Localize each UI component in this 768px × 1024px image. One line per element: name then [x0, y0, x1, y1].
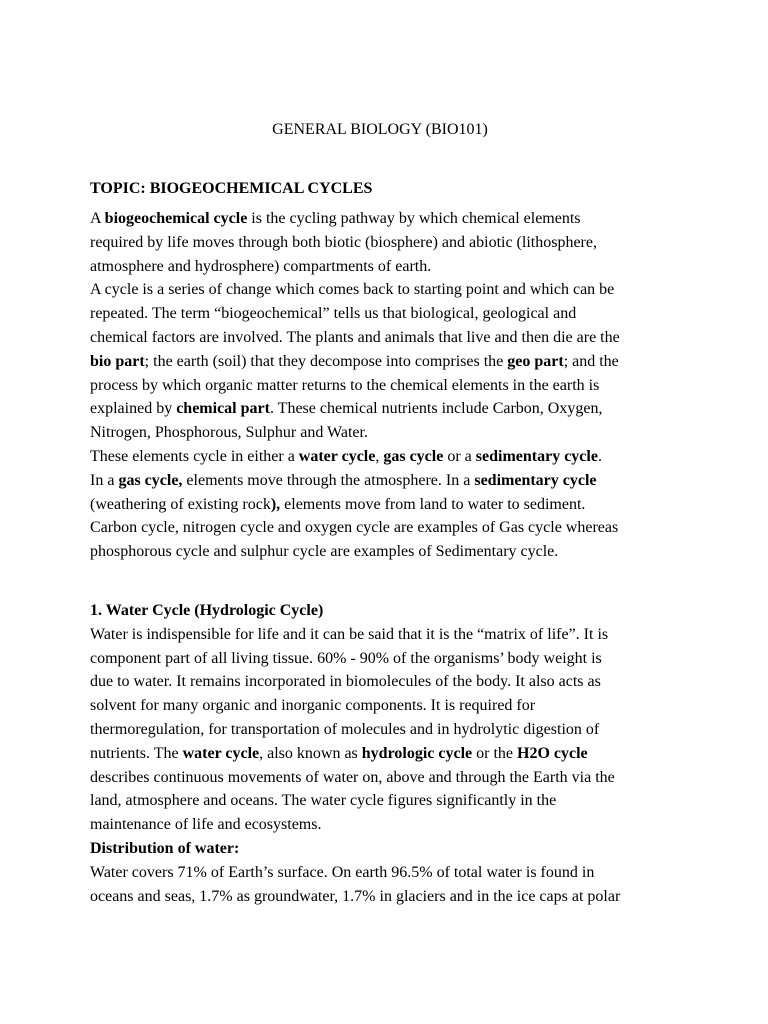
- bold-text: water cycle: [298, 447, 376, 465]
- bold-text: Distribution of water:: [90, 839, 240, 857]
- bold-text: sedimentary cycle: [475, 447, 598, 465]
- text-run: oceans and seas, 1.7% as groundwater, 1.7% in glaciers and in the ice caps at polar: [90, 887, 621, 905]
- text-run: required by life moves through both biotic (biosphere) and abiotic (lithosphere,: [90, 233, 597, 251]
- text-line: [90, 493, 680, 517]
- text-line: [90, 397, 680, 421]
- text-run: Water covers 71% of Earth’s surface. On earth 96.5% of total water is found in: [90, 863, 595, 881]
- text-line: [90, 231, 680, 255]
- text-line: [90, 599, 680, 623]
- text-run: elements move from land to water to sediment.: [280, 495, 586, 513]
- text-line: [90, 885, 680, 909]
- bold-text: 1. Water Cycle (Hydrologic Cycle): [90, 602, 324, 619]
- text-line: [90, 350, 680, 374]
- text-run: maintenance of life and ecosystems.: [90, 816, 322, 834]
- text-run: repeated. The term “biogeochemical” tells us that biological, geological and: [90, 305, 577, 323]
- bold-text: chemical part: [176, 400, 270, 418]
- text-line: [90, 694, 680, 718]
- text-run: ,: [375, 447, 384, 465]
- text-run: solvent for many organic and inorganic components. It is required for: [90, 697, 536, 715]
- text-run: A cycle is a series of change which comes back to starting point and which can be: [90, 281, 615, 299]
- text-run: phosphorous cycle and sulphur cycle are examples of Sedimentary cycle.: [90, 543, 559, 561]
- text-line: [90, 813, 680, 837]
- text-line: [90, 302, 680, 326]
- text-run: (weathering of existing rock: [90, 495, 271, 513]
- text-run: Nitrogen, Phosphorous, Sulphur and Water.: [90, 424, 368, 442]
- text-run: Water is indispensible for life and it can be said that it is the “matrix of life”. It is: [90, 625, 609, 643]
- topic-heading: TOPIC: BIOGEOCHEMICAL CYCLES: [90, 180, 373, 197]
- text-line: [90, 540, 680, 564]
- text-line: [90, 718, 680, 742]
- text-run: nutrients. The: [90, 744, 183, 762]
- bold-text: gas cycle,: [118, 471, 183, 489]
- text-run: component part of all living tissue. 60% - 90% of the organisms’ body weight is: [90, 649, 602, 667]
- text-line: [90, 861, 680, 885]
- text-run: These elements cycle in either a: [90, 447, 299, 465]
- text-run: thermoregulation, for transportation of molecules and in hydrolytic digestion of: [90, 720, 600, 738]
- document-title: GENERAL BIOLOGY (BIO101): [272, 121, 488, 138]
- text-run: or a: [443, 447, 476, 465]
- text-line: [90, 469, 680, 493]
- text-line: [90, 837, 680, 861]
- text-run: chemical factors are involved. The plants and animals that live and then die are the: [90, 328, 620, 346]
- text-run: or the: [472, 744, 518, 762]
- text-run: explained by: [90, 400, 177, 418]
- bold-text: H2O cycle: [517, 744, 588, 762]
- text-run: describes continuous movements of water on, above and through the Earth via the: [90, 768, 615, 786]
- text-run: ; and the: [563, 352, 619, 370]
- text-line: [90, 647, 680, 671]
- text-run: is the cycling pathway by which chemical elements: [247, 210, 581, 227]
- text-line: [90, 670, 680, 694]
- water-cycle-section: [90, 599, 680, 908]
- text-run: process by which organic matter returns to the chemical elements in the earth is: [90, 376, 600, 394]
- bold-text: ),: [270, 495, 281, 513]
- bold-text: gas cycle: [383, 447, 444, 465]
- text-line: [90, 789, 680, 813]
- text-run: due to water. It remains incorporated in biomolecules of the body. It also acts as: [90, 673, 601, 691]
- text-run: In a: [90, 471, 119, 489]
- text-run: . These chemical nutrients include Carbon, Oxygen,: [269, 400, 603, 418]
- text-run: , also known as: [259, 744, 362, 762]
- text-line: [90, 255, 680, 279]
- text-run: elements move through the atmosphere. In a: [182, 471, 475, 489]
- text-run: atmosphere and hydrosphere) compartments of earth.: [90, 257, 432, 275]
- text-line: [90, 326, 680, 350]
- text-line: [90, 742, 680, 766]
- text-line: [90, 766, 680, 790]
- bold-text: geo part: [507, 352, 564, 370]
- text-line: [90, 278, 680, 302]
- text-run: ; the earth (soil) that they decompose into comprises the: [144, 352, 508, 370]
- text-line: [90, 374, 680, 398]
- bold-text: biogeochemical cycle: [104, 210, 248, 227]
- text-line: [90, 445, 680, 469]
- text-run: Carbon cycle, nitrogen cycle and oxygen cycle are examples of Gas cycle whereas: [90, 519, 619, 537]
- bold-text: water cycle: [182, 744, 260, 762]
- intro-paragraphs: [90, 207, 680, 564]
- text-run: .: [597, 447, 602, 465]
- bold-text: bio part: [90, 352, 145, 370]
- text-line: [90, 516, 680, 540]
- bold-text: hydrologic cycle: [361, 744, 473, 762]
- text-run: land, atmosphere and oceans. The water cycle figures significantly in the: [90, 792, 557, 810]
- text-run: A: [90, 210, 105, 227]
- text-line: [90, 623, 680, 647]
- text-line: [90, 421, 680, 445]
- bold-text: sedimentary cycle: [474, 471, 597, 489]
- text-line: [90, 207, 680, 231]
